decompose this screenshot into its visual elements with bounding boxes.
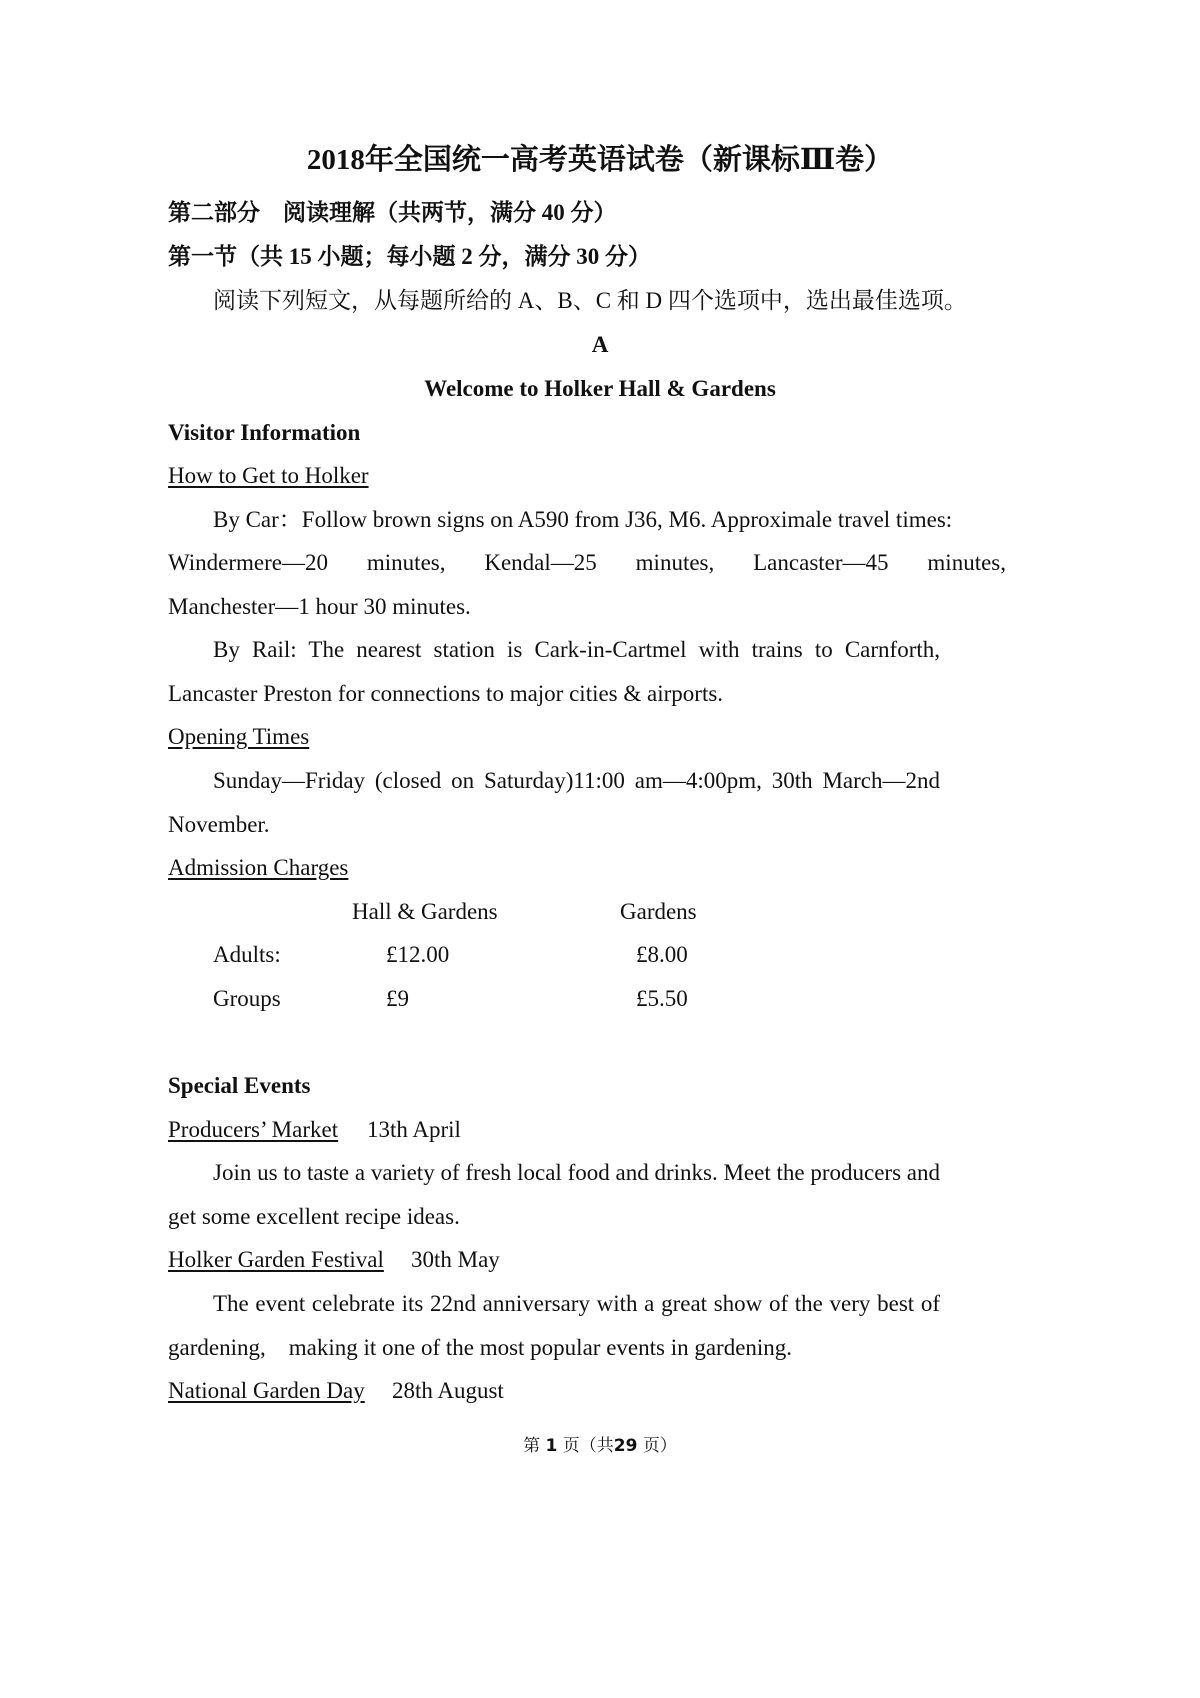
event-name-national: National Garden Day (168, 1378, 365, 1403)
part-heading: 第二部分 阅读理解（共两节，满分 40 分） (168, 200, 617, 225)
footer-total-pages: 29 (613, 1436, 638, 1456)
car-line-2: Windermere—20 minutes, Kendal—25 minutes, Lancaster—45 minutes, (168, 550, 1006, 575)
event-name-market: Producers’ Market (168, 1117, 339, 1142)
market-line-1: Join us to taste a variety of fresh local food and drinks. Meet the producers and (213, 1160, 940, 1185)
event-date-festival: 30th May (411, 1247, 500, 1272)
price-adults-hall: £12.00 (386, 942, 450, 967)
festival-line-1: The event celebrate its 22nd anniversary with a great show of the very best of (213, 1291, 940, 1316)
opening-line-1: Sunday—Friday (closed on Saturday)11:00 am—4:00pm, 30th March—2nd (213, 768, 940, 793)
price-groups-hall: £9 (386, 986, 409, 1011)
section-heading: 第一节（共 15 小题；每小题 2 分，满分 30 分） (168, 244, 651, 269)
festival-line-2: gardening, making it one of the most popular events in gardening. (168, 1335, 793, 1360)
exam-title: 2018年全国统一高考英语试卷（新课标Ⅲ卷） (306, 144, 894, 176)
rail-line-2: Lancaster Preston for connections to major cities & airports. (168, 681, 724, 706)
car-line-1: By Car：Follow brown signs on A590 from J36, M6. Approximale travel times: (213, 507, 953, 532)
price-adults-gardens: £8.00 (636, 942, 688, 967)
price-groups-gardens: £5.50 (636, 986, 688, 1011)
event-name-festival: Holker Garden Festival (168, 1247, 384, 1272)
opening-times-heading: Opening Times (168, 724, 310, 749)
col-header-hall-gardens: Hall & Gardens (352, 899, 498, 924)
visitor-info-heading: Visitor Information (168, 420, 361, 445)
row-label-groups: Groups (213, 986, 281, 1011)
passage-title: Welcome to Holker Hall & Gardens (424, 376, 776, 401)
event-date-national: 28th August (392, 1378, 504, 1403)
instructions: 阅读下列短文，从每题所给的 A、B、C 和 D 四个选项中，选出最佳选项。 (213, 288, 967, 313)
col-header-gardens: Gardens (620, 899, 697, 924)
rail-line-1: By Rail: The nearest station is Cark-in-Cartmel with trains to Carnforth, (213, 637, 940, 662)
footer-prefix: 第 (523, 1436, 541, 1456)
footer-page-number: 1 (545, 1436, 558, 1456)
car-line-3: Manchester—1 hour 30 minutes. (168, 594, 471, 619)
market-line-2: get some excellent recipe ideas. (168, 1204, 460, 1229)
page-footer (0, 1431, 1200, 1461)
passage-letter: A (591, 332, 609, 357)
opening-line-2: November. (168, 812, 270, 837)
row-label-adults: Adults: (213, 942, 281, 967)
special-events-heading: Special Events (168, 1073, 311, 1098)
footer-suffix: 页） (642, 1436, 677, 1456)
admission-heading: Admission Charges (168, 855, 349, 880)
how-to-get-heading: How to Get to Holker (168, 463, 369, 488)
footer-middle: 页（共 (562, 1436, 614, 1456)
event-date-market: 13th April (367, 1117, 461, 1142)
